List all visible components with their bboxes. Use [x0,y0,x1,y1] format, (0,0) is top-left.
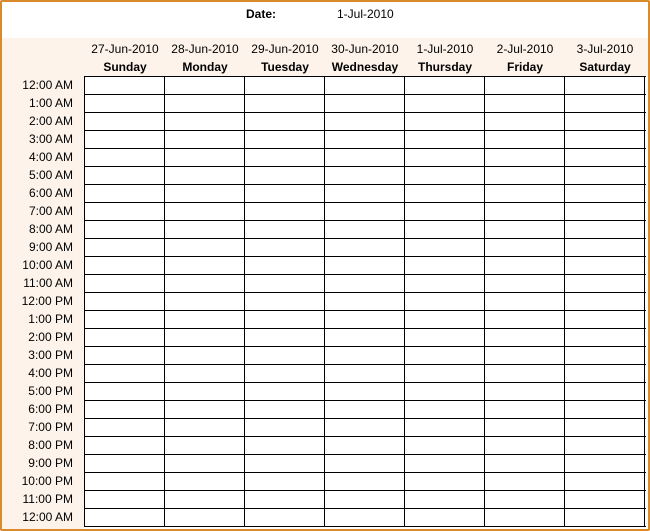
time-label: 2:00 PM [28,330,73,344]
time-label: 5:00 PM [28,384,73,398]
day-date: 29-Jun-2010 [251,42,319,56]
schedule-cell-wednesday[interactable] [325,365,405,382]
day-name: Tuesday [261,60,309,74]
schedule-cell-tuesday[interactable] [245,365,325,382]
day-name: Friday [506,60,543,74]
day-date: 1-Jul-2010 [416,42,474,56]
schedule-cell-monday[interactable] [165,419,245,436]
schedule-cell-wednesday[interactable] [325,491,405,508]
schedule-cell-saturday[interactable] [565,365,645,382]
schedule-cell-saturday[interactable] [565,185,645,202]
schedule-cell-tuesday[interactable] [245,203,325,220]
day-header-monday [165,38,245,76]
schedule-cell-friday[interactable] [485,77,565,94]
time-label: 4:00 PM [28,366,73,380]
schedule-cell-tuesday[interactable] [245,329,325,346]
day-header-sunday [85,38,165,76]
schedule-cell-wednesday[interactable] [325,455,405,472]
schedule-cell-wednesday[interactable] [325,203,405,220]
schedule-cell-saturday[interactable] [565,401,645,418]
schedule-cell-thursday[interactable] [405,167,485,184]
schedule-cell-sunday[interactable] [85,113,165,130]
schedule-row [85,131,646,149]
schedule-cell-saturday[interactable] [565,329,645,346]
schedule-cell-friday[interactable] [485,257,565,274]
schedule-row [85,257,646,275]
schedule-cell-wednesday[interactable] [325,257,405,274]
time-label: 12:00 PM [21,294,73,308]
time-label: 12:00 AM [22,78,73,92]
schedule-cell-wednesday[interactable] [325,311,405,328]
time-label: 4:00 AM [28,150,73,164]
schedule-cell-thursday[interactable] [405,401,485,418]
day-header-saturday [565,38,645,76]
schedule-cell-sunday[interactable] [85,257,165,274]
day-name: Saturday [579,60,631,74]
day-date: 28-Jun-2010 [171,42,239,56]
time-label: 8:00 AM [28,222,73,236]
schedule-cell-thursday[interactable] [405,365,485,382]
schedule-cell-tuesday[interactable] [245,77,325,94]
schedule-cell-thursday[interactable] [405,455,485,472]
schedule-cell-sunday[interactable] [85,365,165,382]
schedule-cell-monday[interactable] [165,239,245,256]
schedule-cell-friday[interactable] [485,491,565,508]
schedule-cell-thursday[interactable] [405,329,485,346]
schedule-cell-tuesday[interactable] [245,491,325,508]
schedule-row [85,95,646,113]
schedule-cell-monday[interactable] [165,95,245,112]
schedule-cell-saturday[interactable] [565,167,645,184]
schedule-cell-tuesday[interactable] [245,383,325,400]
schedule-row [85,329,646,347]
day-name: Sunday [103,60,147,74]
schedule-cell-saturday[interactable] [565,473,645,490]
schedule-cell-thursday[interactable] [405,239,485,256]
schedule-cell-saturday[interactable] [565,509,645,526]
schedule-cell-wednesday[interactable] [325,275,405,292]
schedule-cell-tuesday[interactable] [245,95,325,112]
schedule-cell-saturday[interactable] [565,77,645,94]
schedule-cell-friday[interactable] [485,131,565,148]
schedule-row [85,149,646,167]
time-label: 9:00 AM [28,240,73,254]
schedule-cell-sunday[interactable] [85,473,165,490]
schedule-cell-tuesday[interactable] [245,509,325,526]
schedule-cell-sunday[interactable] [85,293,165,310]
schedule-cell-friday[interactable] [485,275,565,292]
schedule-row [85,347,646,365]
schedule-cell-sunday[interactable] [85,311,165,328]
schedule-cell-friday[interactable] [485,221,565,238]
schedule-cell-wednesday[interactable] [325,401,405,418]
schedule-cell-saturday[interactable] [565,149,645,166]
schedule-cell-friday[interactable] [485,437,565,454]
schedule-cell-saturday[interactable] [565,491,645,508]
date-label: Date: [246,7,277,21]
schedule-cell-thursday[interactable] [405,275,485,292]
schedule-row [85,311,646,329]
schedule-cell-friday[interactable] [485,293,565,310]
schedule-cell-monday[interactable] [165,131,245,148]
schedule-cell-monday[interactable] [165,203,245,220]
schedule-cell-thursday[interactable] [405,221,485,238]
date-row [2,2,648,38]
schedule-cell-friday[interactable] [485,239,565,256]
schedule-cell-saturday[interactable] [565,95,645,112]
schedule-cell-saturday[interactable] [565,293,645,310]
schedule-cell-monday[interactable] [165,257,245,274]
schedule-cell-saturday[interactable] [565,239,645,256]
schedule-row [85,167,646,185]
schedule-cell-monday[interactable] [165,473,245,490]
time-label: 2:00 AM [28,114,73,128]
schedule-cell-thursday[interactable] [405,473,485,490]
schedule-cell-sunday[interactable] [85,131,165,148]
schedule-cell-sunday[interactable] [85,77,165,94]
schedule-cell-thursday[interactable] [405,509,485,526]
day-name: Monday [182,60,228,74]
time-label: 8:00 PM [28,438,73,452]
schedule-cell-saturday[interactable] [565,257,645,274]
schedule-cell-friday[interactable] [485,113,565,130]
date-value-cell[interactable]: 1-Jul-2010 [337,7,394,21]
schedule-cell-sunday[interactable] [85,455,165,472]
day-date: 27-Jun-2010 [91,42,159,56]
schedule-cell-saturday[interactable] [565,419,645,436]
schedule-cell-monday[interactable] [165,113,245,130]
schedule-row [85,221,646,239]
day-header-thursday [405,38,485,76]
schedule-row [85,491,646,509]
schedule-cell-friday[interactable] [485,167,565,184]
schedule-cell-tuesday[interactable] [245,131,325,148]
day-name: Wednesday [331,60,399,74]
schedule-cell-friday[interactable] [485,347,565,364]
schedule-cell-monday[interactable] [165,365,245,382]
schedule-cell-saturday[interactable] [565,113,645,130]
schedule-cell-thursday[interactable] [405,113,485,130]
schedule-cell-thursday[interactable] [405,257,485,274]
schedule-cell-saturday[interactable] [565,311,645,328]
schedule-row [85,203,646,221]
schedule-row [85,419,646,437]
schedule-cell-saturday[interactable] [565,383,645,400]
schedule-row [85,185,646,203]
time-label: 3:00 AM [28,132,73,146]
schedule-cell-tuesday[interactable] [245,149,325,166]
schedule-cell-tuesday[interactable] [245,419,325,436]
schedule-cell-sunday[interactable] [85,149,165,166]
schedule-cell-tuesday[interactable] [245,257,325,274]
time-label: 5:00 AM [28,168,73,182]
schedule-cell-monday[interactable] [165,185,245,202]
schedule-cell-wednesday[interactable] [325,347,405,364]
time-label: 6:00 PM [28,402,73,416]
time-label: 10:00 AM [22,258,73,272]
schedule-cell-saturday[interactable] [565,203,645,220]
schedule-cell-sunday[interactable] [85,185,165,202]
schedule-cell-monday[interactable] [165,329,245,346]
schedule-cell-wednesday[interactable] [325,293,405,310]
schedule-cell-monday[interactable] [165,491,245,508]
day-header-row [2,38,648,76]
schedule-cell-tuesday[interactable] [245,239,325,256]
time-label: 6:00 AM [28,186,73,200]
schedule-row [85,293,646,311]
schedule-cell-thursday[interactable] [405,293,485,310]
schedule-cell-wednesday[interactable] [325,383,405,400]
schedule-cell-wednesday[interactable] [325,95,405,112]
schedule-cell-friday[interactable] [485,509,565,526]
schedule-cell-monday[interactable] [165,311,245,328]
time-label: 9:00 PM [28,456,73,470]
schedule-cell-thursday[interactable] [405,131,485,148]
schedule-cell-sunday[interactable] [85,167,165,184]
day-date: 2-Jul-2010 [496,42,554,56]
schedule-cell-sunday[interactable] [85,95,165,112]
schedule-cell-monday[interactable] [165,401,245,418]
schedule-cell-friday[interactable] [485,473,565,490]
schedule-cell-monday[interactable] [165,347,245,364]
schedule-row [85,275,646,293]
day-header-friday [485,38,565,76]
schedule-grid [84,76,646,527]
time-label: 7:00 PM [28,420,73,434]
schedule-cell-monday[interactable] [165,275,245,292]
schedule-cell-friday[interactable] [485,95,565,112]
schedule-cell-sunday[interactable] [85,401,165,418]
schedule-cell-sunday[interactable] [85,383,165,400]
schedule-cell-tuesday[interactable] [245,311,325,328]
schedule-cell-monday[interactable] [165,167,245,184]
time-column [2,76,84,529]
schedule-cell-saturday[interactable] [565,455,645,472]
schedule-cell-thursday[interactable] [405,203,485,220]
schedule-cell-sunday[interactable] [85,419,165,436]
schedule-cell-tuesday[interactable] [245,401,325,418]
schedule-cell-tuesday[interactable] [245,473,325,490]
schedule-cell-sunday[interactable] [85,203,165,220]
day-name: Thursday [417,60,472,74]
day-header-tuesday [245,38,325,76]
schedule-row [85,437,646,455]
schedule-cell-sunday[interactable] [85,509,165,526]
schedule-cell-monday[interactable] [165,437,245,454]
schedule-cell-wednesday[interactable] [325,473,405,490]
schedule-cell-thursday[interactable] [405,437,485,454]
schedule-cell-tuesday[interactable] [245,113,325,130]
time-label: 1:00 PM [28,312,73,326]
time-label: 12:00 AM [22,510,73,524]
schedule-cell-monday[interactable] [165,77,245,94]
schedule-cell-friday[interactable] [485,455,565,472]
schedule-row [85,509,646,527]
schedule-cell-friday[interactable] [485,365,565,382]
schedule-cell-saturday[interactable] [565,221,645,238]
schedule-cell-sunday[interactable] [85,221,165,238]
schedule-cell-tuesday[interactable] [245,455,325,472]
schedule-row [85,401,646,419]
schedule-cell-thursday[interactable] [405,347,485,364]
schedule-cell-thursday[interactable] [405,419,485,436]
schedule-cell-tuesday[interactable] [245,437,325,454]
schedule-row [85,383,646,401]
schedule-cell-friday[interactable] [485,329,565,346]
time-label: 10:00 PM [21,474,73,488]
schedule-row [85,455,646,473]
schedule-cell-tuesday[interactable] [245,275,325,292]
schedule-cell-thursday[interactable] [405,491,485,508]
schedule-cell-wednesday[interactable] [325,149,405,166]
schedule-cell-friday[interactable] [485,401,565,418]
schedule-row [85,113,646,131]
schedule-cell-monday[interactable] [165,455,245,472]
schedule-cell-friday[interactable] [485,203,565,220]
schedule-cell-friday[interactable] [485,185,565,202]
schedule-cell-friday[interactable] [485,419,565,436]
schedule-cell-thursday[interactable] [405,311,485,328]
schedule-cell-tuesday[interactable] [245,167,325,184]
schedule-cell-tuesday[interactable] [245,221,325,238]
time-label: 3:00 PM [28,348,73,362]
schedule-cell-friday[interactable] [485,383,565,400]
day-header-wednesday [325,38,405,76]
schedule-cell-wednesday[interactable] [325,239,405,256]
schedule-cell-wednesday[interactable] [325,185,405,202]
schedule-cell-monday[interactable] [165,509,245,526]
schedule-cell-sunday[interactable] [85,437,165,454]
schedule-cell-tuesday[interactable] [245,185,325,202]
schedule-row [85,77,646,95]
schedule-cell-wednesday[interactable] [325,131,405,148]
schedule-cell-wednesday[interactable] [325,437,405,454]
schedule-cell-sunday[interactable] [85,329,165,346]
time-label: 11:00 AM [23,276,73,290]
schedule-cell-monday[interactable] [165,221,245,238]
time-label: 11:00 PM [22,492,73,506]
schedule-cell-sunday[interactable] [85,491,165,508]
schedule-cell-wednesday[interactable] [325,113,405,130]
schedule-cell-wednesday[interactable] [325,509,405,526]
schedule-cell-tuesday[interactable] [245,293,325,310]
schedule-cell-monday[interactable] [165,293,245,310]
schedule-cell-thursday[interactable] [405,383,485,400]
time-label: 1:00 AM [28,96,73,110]
schedule-cell-saturday[interactable] [565,437,645,454]
schedule-cell-thursday[interactable] [405,149,485,166]
schedule-cell-monday[interactable] [165,383,245,400]
schedule-cell-wednesday[interactable] [325,221,405,238]
schedule-cell-saturday[interactable] [565,347,645,364]
schedule-cell-friday[interactable] [485,149,565,166]
schedule-cell-sunday[interactable] [85,347,165,364]
schedule-cell-saturday[interactable] [565,275,645,292]
schedule-cell-wednesday[interactable] [325,167,405,184]
schedule-cell-tuesday[interactable] [245,347,325,364]
schedule-cell-saturday[interactable] [565,131,645,148]
schedule-cell-wednesday[interactable] [325,329,405,346]
day-date: 3-Jul-2010 [576,42,634,56]
schedule-cell-monday[interactable] [165,149,245,166]
schedule-row [85,365,646,383]
schedule-row [85,473,646,491]
schedule-row [85,239,646,257]
schedule-cell-sunday[interactable] [85,275,165,292]
schedule-cell-wednesday[interactable] [325,419,405,436]
day-date: 30-Jun-2010 [331,42,399,56]
schedule-cell-thursday[interactable] [405,95,485,112]
schedule-cell-wednesday[interactable] [325,77,405,94]
schedule-cell-thursday[interactable] [405,77,485,94]
schedule-cell-sunday[interactable] [85,239,165,256]
schedule-cell-friday[interactable] [485,311,565,328]
time-label: 7:00 AM [28,204,73,218]
schedule-cell-thursday[interactable] [405,185,485,202]
